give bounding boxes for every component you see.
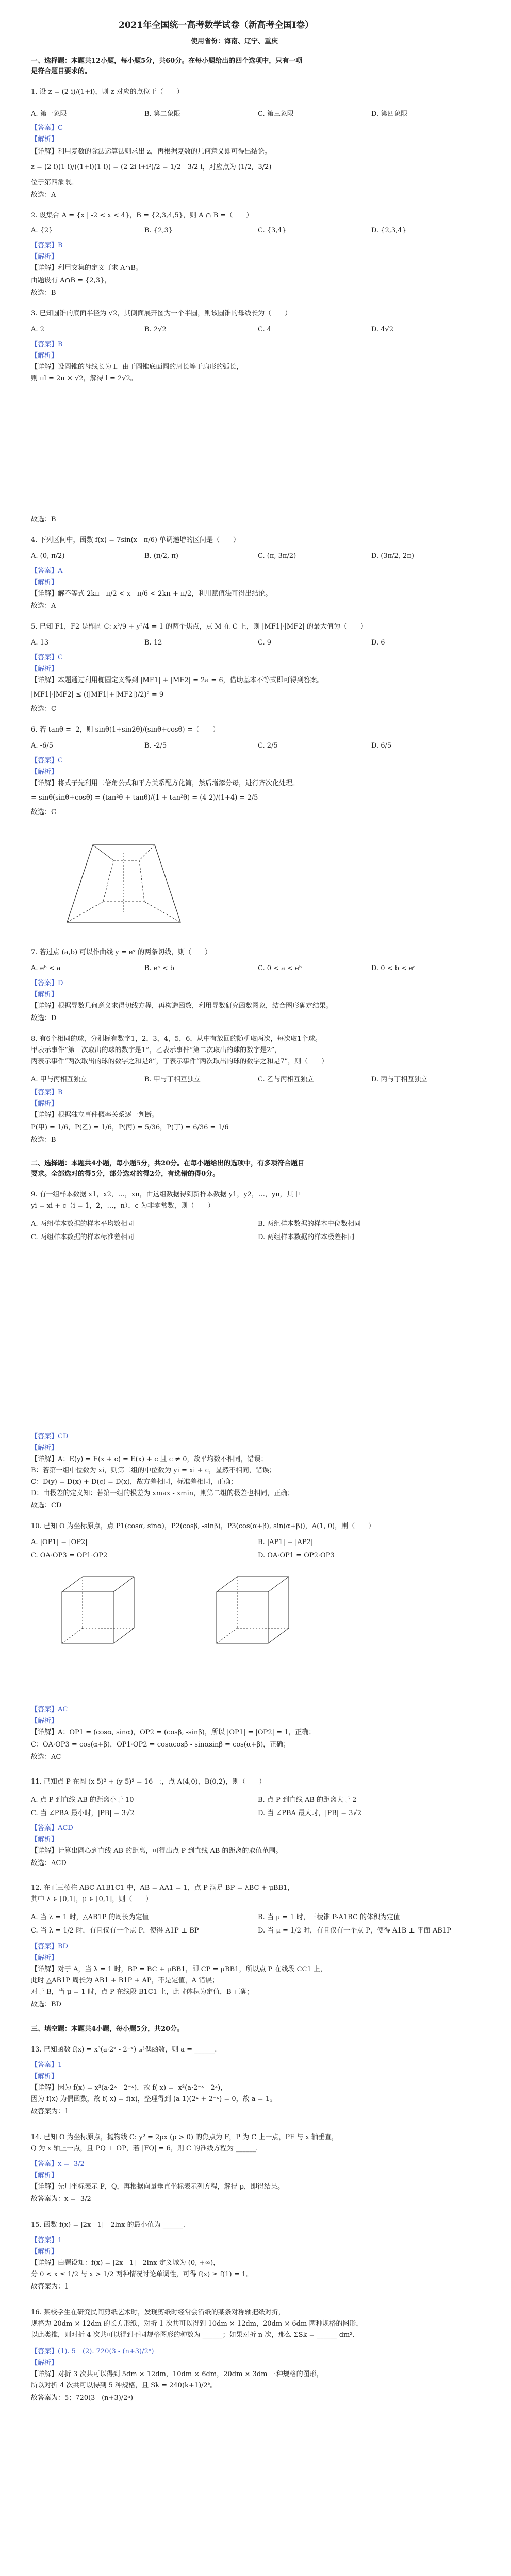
q2-detail: 【详解】利用交集的定义可求 A∩B。	[31, 264, 142, 272]
q7-stem: 7. 若过点 (a,b) 可以作曲线 y = eˣ 的两条切线，则（ ）	[31, 948, 212, 956]
q12-pick: 故选：BD	[31, 2001, 61, 2008]
q11-option-d: D. 当 ∠PBA 最大时，|PB| = 3√2	[258, 1809, 362, 1817]
q9-answer: 【答案】CD	[31, 1433, 69, 1440]
q15-pick: 故答案为：1	[31, 2283, 69, 2291]
q4-option-d: D. (3π/2, 2π)	[371, 552, 414, 560]
section-2-heading: 二、选择题：本题共4小题，每小题5分，共20分。在每小题给出的选项中，有多项符合题目	[31, 1160, 305, 1167]
q14-answer: 【答案】x = -3/2	[31, 2160, 85, 2168]
q9-pick: 故选：CD	[31, 1502, 62, 1510]
q2-analysis-tag: 【解析】	[31, 253, 58, 261]
q3-option-b: B. 2√2	[144, 326, 167, 333]
cube-figures	[52, 1571, 340, 1695]
page-subtitle: 使用省份：海南、辽宁、重庆	[191, 38, 278, 45]
q5-answer: 【答案】C	[31, 654, 63, 662]
q1-pick: 故选：A	[31, 191, 56, 199]
q8-calc: P(甲) = 1/6，P(乙) = 1/6，P(丙) = 5/36，P(丁) = 6/36 = 1/6	[31, 1124, 229, 1131]
q1-option-a: A. 第一象限	[31, 110, 67, 118]
q3-answer: 【答案】B	[31, 341, 63, 348]
page-title: 2021年全国统一高考数学试卷（新高考全国Ⅰ卷）	[119, 20, 314, 30]
q1-calc: z = (2-i)(1-i)/((1+i)(1-i)) = (2-2i-i+i²)/2 = 1/2 - 3/2 i，对应点为 (1/2, -3/2)	[31, 163, 272, 171]
section-3-heading: 三、填空题：本题共4小题，每小题5分，共20分。	[31, 2025, 184, 2033]
q11-option-b: B. 点 P 到直线 AB 的距离大于 2	[258, 1796, 357, 1804]
q12-stem-2: 其中 λ ∈ [0,1]，μ ∈ [0,1]，则（ ）	[31, 1895, 153, 1903]
q9-detail: 【详解】A：E(y) = E(x + c) = E(x) + c 且 c ≠ 0，故平均数不相同，错误；	[31, 1455, 268, 1463]
q15-detail-2: 分 0 < x ≤ 1/2 与 x > 1/2 两种情况讨论单调性，可得 f(x) ≥ f(1) = 1。	[31, 2270, 253, 2278]
q4-analysis-tag: 【解析】	[31, 579, 58, 586]
q4-pick: 故选：A	[31, 602, 56, 610]
q9-stem-2: yi = xi + c（i = 1，2，…，n），c 为非零常数，则（ ）	[31, 1202, 215, 1210]
q1-option-d: D. 第四象限	[371, 110, 408, 118]
q7-analysis-tag: 【解析】	[31, 991, 58, 998]
q1-tail: 位于第四象限。	[31, 179, 78, 187]
q14-pick: 故答案为：x = -3/2	[31, 2195, 91, 2203]
q1-stem: 1. 设 z = (2-i)/(1+i)，则 z 对应的点位于（ ）	[31, 88, 184, 96]
q16-stem: 16. 某校学生在研究民间剪纸艺术时，发现剪纸时经常会沿纸的某条对称轴把纸对折，	[31, 2309, 285, 2316]
q16-stem-2: 规格为 20dm × 12dm 的长方形纸，对折 1 次共可以得到 10dm × 12dm，20dm × 6dm 两种规格的图形，	[31, 2320, 363, 2328]
q1-analysis-tag: 【解析】	[31, 135, 58, 143]
q5-option-a: A. 13	[31, 639, 49, 647]
q13-detail: 【详解】因为 f(x) = x³(a·2ˣ - 2⁻ˣ)，故 f(-x) = -x³(a·2⁻ˣ - 2ˣ)，	[31, 2084, 227, 2092]
q16-answer: 【答案】(1). 5 (2). 720(3 - (n+3)/2ⁿ)	[31, 2348, 154, 2355]
q12-detail: 【详解】对于 A，当 λ = 1 时，BP = BC + μBB1，即 CP = μBB1，所以点 P 在线段 CC1 上，	[31, 1965, 327, 1973]
q7-option-a: A. eᵇ < a	[31, 964, 61, 972]
q15-detail: 【详解】由题设知：f(x) = |2x - 1| - 2lnx 定义域为 (0, +∞)，	[31, 2259, 220, 2267]
q9-option-d: D. 两组样本数据的样本极差相同	[258, 1233, 355, 1241]
q11-option-a: A. 点 P 到直线 AB 的距离小于 10	[31, 1796, 134, 1804]
q4-option-b: B. (π/2, π)	[144, 552, 178, 560]
q9-analysis-tag: 【解析】	[31, 1444, 58, 1452]
q2-option-c: C. {3,4}	[258, 227, 286, 234]
q14-analysis-tag: 【解析】	[31, 2172, 58, 2179]
q4-answer: 【答案】A	[31, 567, 63, 575]
q12-detail-3: 对于 B，当 μ = 1 时，点 P 在线段 B1C1 上，此时体积为定值，B 正确；	[31, 1988, 254, 1996]
q1-detail: 【详解】利用复数的除法运算法则求出 z，再根据复数的几何意义即可得出结论。	[31, 148, 271, 156]
q8-analysis-tag: 【解析】	[31, 1100, 58, 1108]
q14-stem: 14. 已知 O 为坐标原点，抛物线 C: y² = 2px (p > 0) 的焦点为 F，P 为 C 上一点，PF 与 x 轴垂直，	[31, 2133, 338, 2141]
q9-stem: 9. 有一组样本数据 x1，x2，…，xn，由这组数据得到新样本数据 y1，y2，…，yn，其中	[31, 1191, 300, 1198]
q9-detail-2: B：若第一组中位数为 xi，则第二组的中位数为 yi = xi + c，显然不相同，错误；	[31, 1467, 276, 1475]
q10-stem: 10. 已知 O 为坐标原点，点 P1(cosα, sinα)，P2(cosβ, -sinβ)，P3(cos(α+β), sin(α+β))，A(1, 0)，则（ ）	[31, 1522, 375, 1530]
q6-pick: 故选：C	[31, 808, 56, 816]
q4-option-c: C. (π, 3π/2)	[258, 552, 296, 560]
q7-option-c: C. 0 < a < eᵇ	[258, 964, 302, 972]
q2-stem: 2. 设集合 A = {x | -2 < x < 4}，B = {2,3,4,5}，则 A ∩ B =（ ）	[31, 212, 253, 219]
q9-detail-3: C：D(y) = D(x) + D(c) = D(x)，故方差相同，标准差相同，正确；	[31, 1478, 237, 1486]
q4-stem: 4. 下列区间中，函数 f(x) = 7sin(x - π/6) 单调递增的区间是（ ）	[31, 536, 240, 544]
q12-option-a: A. 当 λ = 1 时，△AB1P 的周长为定值	[31, 1913, 149, 1921]
q6-option-d: D. 6/5	[371, 742, 392, 750]
q3-option-a: A. 2	[31, 326, 44, 333]
q13-answer: 【答案】1	[31, 2061, 62, 2069]
q10-detail-2: C：OA·OP3 = cos(α+β)，OP1·OP2 = cosαcosβ - sinαsinβ = cos(α+β)，正确；	[31, 1741, 290, 1749]
q15-analysis-tag: 【解析】	[31, 2248, 58, 2256]
q5-stem: 5. 已知 F1，F2 是椭圆 C: x²/9 + y²/4 = 1 的两个焦点，点 M 在 C 上，则 |MF1|·|MF2| 的最大值为（ ）	[31, 623, 367, 631]
q6-stem: 6. 若 tanθ = -2，则 sinθ(1+sin2θ)/(sinθ+cosθ) =（ ）	[31, 726, 220, 734]
q4-detail: 【详解】解不等式 2kπ - π/2 < x - π/6 < 2kπ + π/2，利用赋值法可得出结论。	[31, 590, 272, 598]
section-2-heading-2: 要求。全部选对的得5分，部分选对的得2分，有选错的得0分。	[31, 1170, 220, 1178]
q8-pick: 故选：B	[31, 1136, 56, 1144]
q14-detail: 【详解】先用坐标表示 P，Q，再根据向量垂直坐标表示列方程，解得 p，即得结果。	[31, 2183, 284, 2191]
q5-option-c: C. 9	[258, 639, 272, 647]
q6-answer: 【答案】C	[31, 757, 63, 765]
q12-analysis-tag: 【解析】	[31, 1954, 58, 1962]
q12-detail-2: 此时 △AB1P 周长为 AB1 + B1P + AP，不是定值，A 错误；	[31, 1977, 219, 1985]
q8-option-a: A. 甲与丙相互独立	[31, 1076, 87, 1083]
q12-stem: 12. 在正三棱柱 ABC-A1B1C1 中，AB = AA1 = 1，点 P 满足 BP = λBC + μBB1，	[31, 1884, 294, 1892]
q10-option-a: A. |OP1| = |OP2|	[31, 1538, 88, 1546]
q10-option-b: B. |AP1| = |AP2|	[258, 1538, 314, 1546]
q8-option-d: D. 丙与丁相互独立	[371, 1076, 428, 1083]
q10-option-c: C. OA·OP3 = OP1·OP2	[31, 1552, 108, 1560]
q13-analysis-tag: 【解析】	[31, 2073, 58, 2080]
q3-analysis-tag: 【解析】	[31, 352, 58, 360]
q2-answer: 【答案】B	[31, 242, 63, 249]
q13-stem: 13. 已知函数 f(x) = x³(a·2ˣ - 2⁻ˣ) 是偶函数，则 a = ______.	[31, 2046, 217, 2054]
q10-analysis-tag: 【解析】	[31, 1717, 58, 1725]
q9-option-b: B. 两组样本数据的样本中位数相同	[258, 1220, 361, 1228]
q9-detail-4: D：由极差的定义知：若第一组的极差为 xmax - xmin，则第二组的极差也相同，正确；	[31, 1489, 294, 1497]
q13-pick: 故答案为：1	[31, 2108, 69, 2115]
q16-detail: 【详解】对折 3 次共可以得到 5dm × 12dm，10dm × 6dm，20dm × 3dm 三种规格的图形，	[31, 2370, 323, 2378]
q8-stem: 8. 有6个相同的球，分别标有数字1，2，3，4，5，6，从中有放回的随机取两次，每次取1个球。	[31, 1035, 322, 1043]
q5-option-d: D. 6	[371, 639, 385, 647]
q9-option-c: C. 两组样本数据的样本标准差相同	[31, 1233, 134, 1241]
q2-option-d: D. {2,3,4}	[371, 227, 406, 234]
q7-detail: 【详解】根据导数几何意义求得切线方程，再构造函数，利用导数研究函数图象，结合图形确定结果。	[31, 1002, 333, 1010]
q8-stem-2: 甲表示事件“第一次取出的球的数字是1”，乙表示事件“第二次取出的球的数字是2”，	[31, 1046, 282, 1054]
q8-option-c: C. 乙与丙相互独立	[258, 1076, 314, 1083]
q3-detail-2: 则 πl = 2π × √2，解得 l = 2√2。	[31, 375, 137, 382]
q6-calc: = sinθ(sinθ+cosθ) = (tan²θ + tanθ)/(1 + tan²θ) = (4-2)/(1+4) = 2/5	[31, 794, 258, 802]
q15-answer: 【答案】1	[31, 2236, 62, 2244]
q2-option-a: A. {2}	[31, 227, 53, 234]
q10-pick: 故选：AC	[31, 1753, 61, 1761]
q8-detail: 【详解】根据独立事件概率关系逐一判断。	[31, 1111, 159, 1119]
q3-option-c: C. 4	[258, 326, 272, 333]
q16-analysis-tag: 【解析】	[31, 2359, 58, 2367]
section-1-heading: 一、选择题：本题共12小题，每小题5分，共60分。在每小题给出的四个选项中，只有一项	[31, 57, 303, 65]
q7-answer: 【答案】D	[31, 979, 63, 987]
q12-option-b: B. 当 μ = 1 时，三棱锥 P-A1BC 的体积为定值	[258, 1913, 401, 1921]
q10-answer: 【答案】AC	[31, 1706, 68, 1714]
q5-detail: 【详解】本题通过利用椭圆定义得到 |MF1| + |MF2| = 2a = 6，借助基本不等式即可得到答案。	[31, 676, 324, 684]
q1-answer: 【答案】C	[31, 124, 63, 132]
frustum-figure	[62, 835, 186, 933]
q11-pick: 故选：ACD	[31, 1859, 67, 1867]
q10-option-d: D. OA·OP1 = OP2·OP3	[258, 1552, 335, 1560]
q2-pick: 故选：B	[31, 289, 56, 297]
q5-analysis-tag: 【解析】	[31, 665, 58, 673]
q6-option-b: B. -2/5	[144, 742, 167, 750]
q6-analysis-tag: 【解析】	[31, 768, 58, 776]
q5-option-b: B. 12	[144, 639, 162, 647]
q10-detail: 【详解】A：OP1 = (cosα, sinα)，OP2 = (cosβ, -sinβ)，所以 |OP1| = |OP2| = 1，正确；	[31, 1728, 316, 1736]
q6-option-c: C. 2/5	[258, 742, 278, 750]
q3-option-d: D. 4√2	[371, 326, 394, 333]
q5-pick: 故选：C	[31, 705, 56, 713]
q16-pick: 故答案为：5；720(3 - (n+3)/2ⁿ)	[31, 2394, 134, 2402]
q9-option-a: A. 两组样本数据的样本平均数相同	[31, 1220, 134, 1228]
q7-pick: 故选：D	[31, 1014, 57, 1022]
q16-detail-2: 所以对折 4 次共可以得到 5 种规格，且 Sk = 240(k+1)/2ᵏ。	[31, 2382, 217, 2389]
q11-answer: 【答案】ACD	[31, 1824, 73, 1832]
q4-option-a: A. (0, π/2)	[31, 552, 65, 560]
q6-option-a: A. -6/5	[31, 742, 53, 750]
q11-analysis-tag: 【解析】	[31, 1836, 58, 1843]
q11-option-c: C. 当 ∠PBA 最小时，|PB| = 3√2	[31, 1809, 135, 1817]
section-1-heading-2: 是符合题目要求的。	[31, 67, 92, 75]
q12-option-d: D. 当 μ = 1/2 时，有且仅有一个点 P，使得 A1B ⊥ 平面 AB1P	[258, 1927, 451, 1935]
q3-stem: 3. 已知圆锥的底面半径为 √2，其侧面展开图为一个半圆，则该圆锥的母线长为（ ）	[31, 310, 292, 317]
q6-detail: 【详解】将式子先利用二倍角公式和平方关系配方化简，然后增添分母，进行齐次化处理。	[31, 779, 300, 787]
q13-detail-2: 因为 f(x) 为偶函数，故 f(-x) = f(x)，整理得到 (a-1)(2ˣ + 2⁻ˣ) = 0，故 a = 1。	[31, 2095, 276, 2103]
q12-option-c: C. 当 λ = 1/2 时，有且仅有一个点 P，使得 A1P ⊥ BP	[31, 1927, 199, 1935]
q8-stem-3: 丙表示事件“两次取出的球的数字之和是8”，丁表示事件“两次取出的球的数字之和是7”，则（ ）	[31, 1058, 328, 1065]
q7-option-d: D. 0 < b < eᵃ	[371, 964, 416, 972]
q5-calc: |MF1|·|MF2| ≤ ((|MF1|+|MF2|)/2)² = 9	[31, 691, 164, 699]
q15-stem: 15. 函数 f(x) = |2x - 1| - 2lnx 的最小值为 ______.	[31, 2221, 185, 2229]
q11-detail: 【详解】计算出圆心到直线 AB 的距离，可得出点 P 到直线 AB 的距离的取值范围。	[31, 1847, 283, 1855]
q12-answer: 【答案】BD	[31, 1943, 68, 1951]
q7-option-b: B. eᵃ < b	[144, 964, 175, 972]
q11-stem: 11. 已知点 P 在圆 (x-5)² + (y-5)² = 16 上，点 A(4,0)，B(0,2)，则（ ）	[31, 1778, 266, 1786]
q14-stem-2: Q 为 x 轴上一点，且 PQ ⊥ OP，若 |FQ| = 6，则 C 的准线方程为 ______.	[31, 2145, 258, 2153]
q8-option-b: B. 甲与丁相互独立	[144, 1076, 201, 1083]
q3-pick: 故选：B	[31, 516, 56, 523]
q3-detail: 【详解】设圆锥的母线长为 l，由于圆锥底面圆的周长等于扇形的弧长，	[31, 363, 243, 371]
q8-answer: 【答案】B	[31, 1089, 63, 1096]
q1-option-b: B. 第二象限	[144, 110, 180, 118]
q2-calc: 由题设有 A∩B = {2,3}，	[31, 277, 111, 284]
q2-option-b: B. {2,3}	[144, 227, 173, 234]
q16-stem-3: 以此类推，则对折 4 次共可以得到不同规格图形的种数为 ______；如果对折 n 次，那么 ΣSk = ______ dm².	[31, 2331, 355, 2339]
q1-option-c: C. 第三象限	[258, 110, 294, 118]
